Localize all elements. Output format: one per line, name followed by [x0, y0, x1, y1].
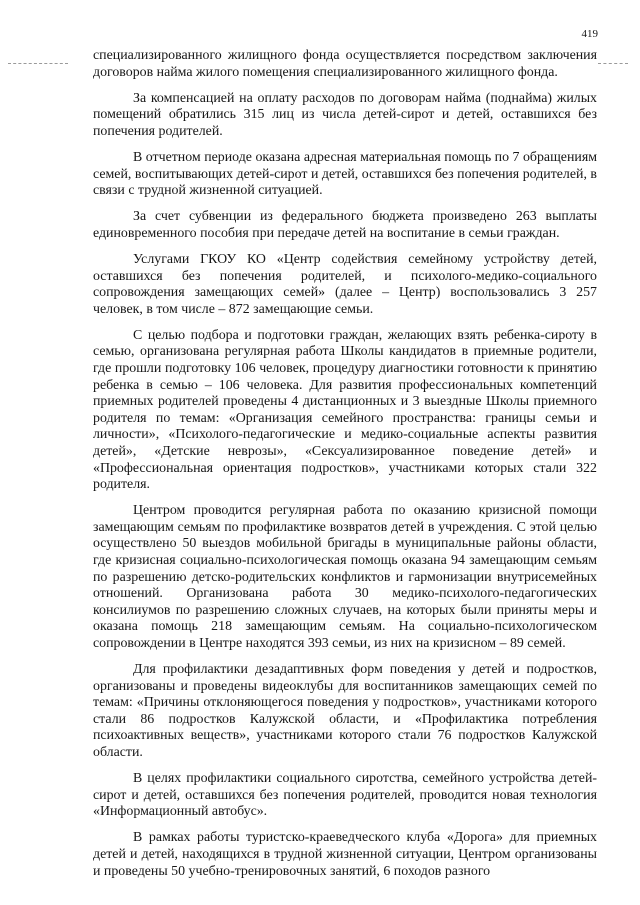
paragraph-video-clubs: Для профилактики дезадаптивных форм поведения у детей и подростков, организованы и проведены видеоклубы для воспитанников замещающих семей по темам: «Причины отклоняющегося поведения у подростков», участниками которого стали 86 подростков Калужской области, и «Профилактика потребления психоактивных веществ», участниками которого стали 76 подростков Калужской области.	[93, 662, 597, 761]
paragraph-foster-school: С целью подбора и подготовки граждан, желающих взять ребенка-сироту в семью, организована регулярная работа Школы кандидатов в приемные родители, где прошли подготовку 106 человек, процедуру диагностики готовности к принятию ребенка в семью – 106 человека. Для развития профессиональных компетенций приемных родителей проведены 4 дистанционных и 3 выездные Школы приемного родителя по темам: «Организация семейного пространства: границы семьи и личности», «Психолого-педагогические и медико-социальные аспекты развития детей», «Детские неврозы», «Сексуализированное поведение детей» и «Профессиональная ориентация подростков», участниками которых стали 322 родителя.	[93, 327, 597, 493]
paragraph-rent-compensation: За компенсацией на оплату расходов по договорам найма (поднайма) жилых помещений обратились 315 лиц из числа детей-сирот и детей, оставшихся без попечения родителей.	[93, 90, 597, 139]
scan-artifact-line	[598, 63, 628, 64]
scan-artifact-line	[8, 63, 68, 64]
page-number: 419	[581, 28, 598, 40]
document-body	[93, 48, 597, 890]
paragraph-federal-subvention: За счет субвенции из федерального бюджета произведено 263 выплаты единовременного пособия при передаче детей на воспитание в семьи граждан.	[93, 209, 597, 241]
paragraph-continuation: специализированного жилищного фонда осуществляется посредством заключения договоров найма жилого помещения специализированного жилищного фонда.	[93, 48, 597, 80]
paragraph-material-aid: В отчетном периоде оказана адресная материальная помощь по 7 обращениям семей, воспитывающих детей-сирот и детей, оставшихся без попечения родителей, в связи с трудной жизненной ситуацией.	[93, 149, 597, 199]
paragraph-center-services: Услугами ГКОУ КО «Центр содействия семейному устройству детей, оставшихся без попечения родителей, и психолого-медико-социального сопровождения замещающих семей» (далее – Центр) воспользовались 3 257 человек, в том числе – 872 замещающие семьи.	[93, 251, 597, 317]
paragraph-crisis-help: Центром проводится регулярная работа по оказанию кризисной помощи замещающим семьям по профилактике возвратов детей в учреждения. С этой целью осуществлено 50 выездов мобильной бригады в муниципальные районы области, где кризисная социально-психологическая помощь оказана 94 замещающим семьям по разрешению детско-родительских конфликтов и гармонизации внутрисемейных отношений. Организована работа 30 медико-психолого-педагогических консилиумов по разрешению сложных случаев, на которых были приняты меры и оказана помощь 218 замещающим семьям. На социально-психологическом сопровождении в Центре находятся 393 семьи, из них на кризисном – 89 семей.	[93, 503, 597, 651]
paragraph-tourist-club: В рамках работы туристско-краеведческого клуба «Дорога» для приемных детей и детей, находящихся в трудной жизненной ситуации, Центром организованы и проведены 50 учебно-тренировочных занятий, 6 походов разного	[93, 830, 597, 879]
paragraph-info-bus: В целях профилактики социального сиротства, семейного устройства детей-сирот и детей, оставшихся без попечения родителей, проводится новая технология «Информационный автобус».	[93, 771, 597, 820]
